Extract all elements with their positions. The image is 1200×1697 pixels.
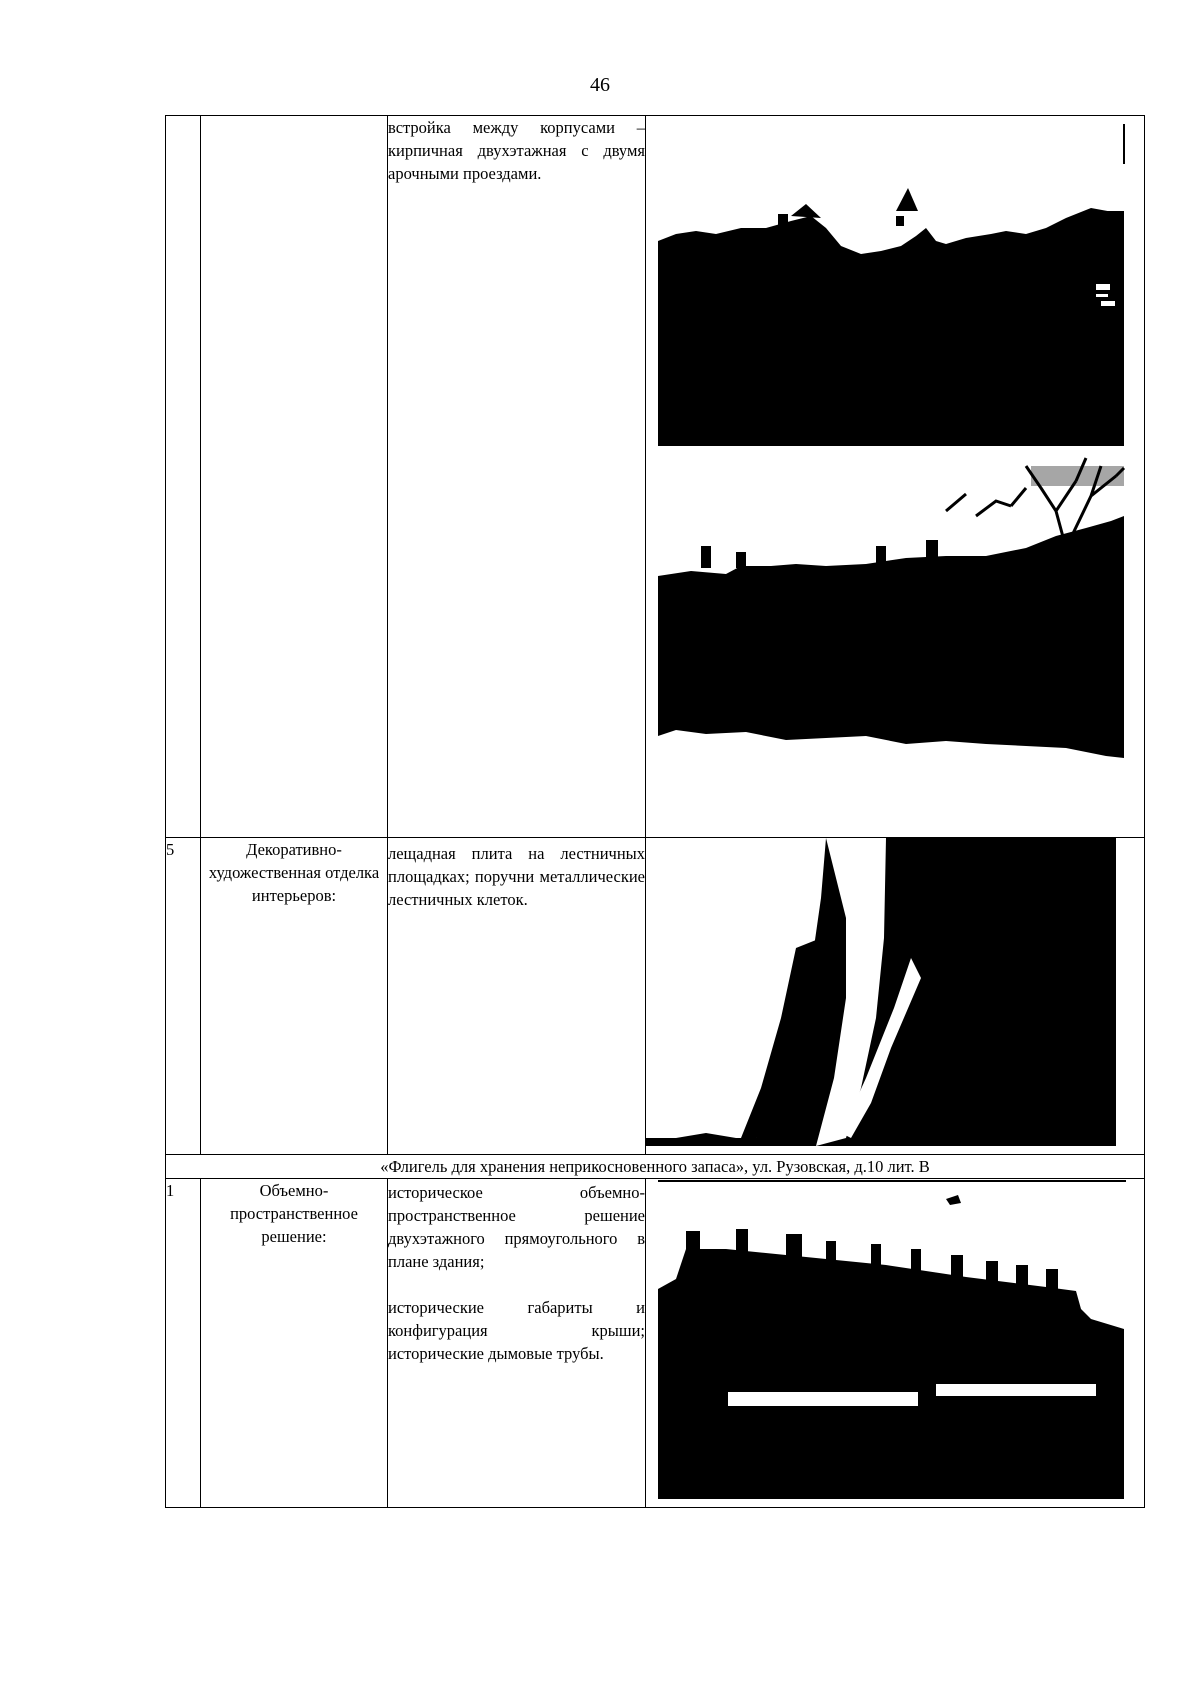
element-name: Декоративно-художественная отделка интерьеров: [201, 838, 388, 1155]
element-name [201, 116, 388, 838]
table-row [166, 116, 1145, 838]
element-name: Объемно-пространственное решение: [201, 1179, 388, 1508]
monuments-table [165, 115, 1145, 1508]
section-title: «Флигель для хранения неприкосновенного запаса», ул. Рузовская, д.10 лит. В [166, 1155, 1145, 1179]
row-number: 1 [166, 1179, 201, 1508]
table-row [166, 1179, 1145, 1508]
element-description: встройка между корпусами – кирпичная двухэтажная с двумя арочными проездами. [388, 116, 646, 838]
element-description [388, 1179, 646, 1508]
description-paragraph: исторические габариты и конфигурация крыши; исторические дымовые трубы. [388, 1298, 645, 1363]
page-number: 46 [590, 74, 610, 96]
description-paragraph: историческое объемно-пространственное решение двухэтажного прямоугольного в плане здания; [388, 1183, 645, 1271]
row-number: 5 [166, 838, 201, 1155]
photo-cell [646, 1179, 1145, 1508]
row-number [166, 116, 201, 838]
photo-cell [646, 116, 1145, 838]
building-photo [646, 116, 1145, 831]
staircase-photo [646, 838, 1145, 1148]
photo-cell [646, 838, 1145, 1155]
table-row [166, 838, 1145, 1155]
element-description: лещадная плита на лестничных площадках; поручни металлические лестничных клеток. [388, 838, 646, 1155]
roof-chimneys-photo [646, 1179, 1145, 1501]
section-row [166, 1155, 1145, 1179]
building-with-tree-photo [658, 458, 1124, 758]
